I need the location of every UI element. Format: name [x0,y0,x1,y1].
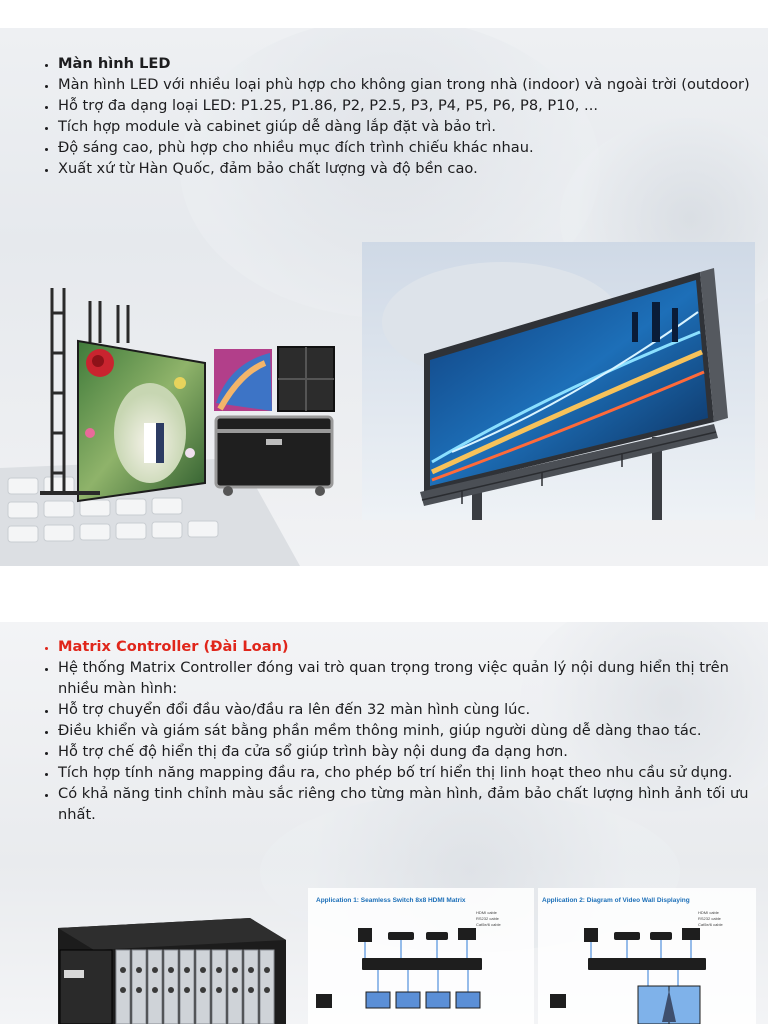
matrix-chassis-image [50,910,290,1024]
led-feature-list [38,53,758,179]
led-heading: • Màn hình LED [58,53,758,74]
matrix-item: • Hỗ trợ chuyển đổi đầu vào/đầu ra lên đến 32 màn hình cùng lúc. [58,699,758,720]
matrix-item: • Tích hợp tính năng mapping đầu ra, cho phép bố trí hiển thị linh hoạt theo nhu cầu sử dụng. [58,762,758,783]
led-item: • Tích hợp module và cabinet giúp dễ dàng lắp đặt và bảo trì. [58,116,758,137]
led-section [0,28,768,566]
diagram-2-title: Application 2: Diagram of Video Wall Displaying [542,897,690,904]
led-item: • Hỗ trợ đa dạng loại LED: P1.25, P1.86, P2, P2.5, P3, P4, P5, P6, P8, P10, ... [58,95,758,116]
legend-hdmi: HDMI cable [476,910,497,915]
matrix-item: • Hệ thống Matrix Controller đóng vai trò quan trọng trong việc quản lý nội dung hiển thị trên nhiều màn hình: [58,657,758,699]
legend-hdmi: HDMI cable [698,910,719,915]
led-item: • Xuất xứ từ Hàn Quốc, đảm bảo chất lượng và độ bền cao. [58,158,758,179]
led-item: • Màn hình LED với nhiều loại phù hợp cho không gian trong nhà (indoor) và ngoài trời (outdoor) [58,74,758,95]
matrix-item: • Có khả năng tinh chỉnh màu sắc riêng cho từng màn hình, đảm bảo chất lượng hình ảnh tối ưu nhất. [58,783,758,825]
matrix-feature-list [38,636,758,825]
application-diagram-1 [308,888,534,1024]
legend-cat: Cat5e/6 cable [698,922,723,927]
legend-rs232: RS232 cable [698,916,721,921]
application-diagram-2 [538,888,756,1024]
matrix-item: • Hỗ trợ chế độ hiển thị đa cửa sổ giúp trình bày nội dung đa dạng hơn. [58,741,758,762]
matrix-heading: • Matrix Controller (Đài Loan) [58,636,758,657]
diagram-1-title: Application 1: Seamless Switch 8x8 HDMI Matrix [316,897,466,904]
legend-rs232: RS232 cable [476,916,499,921]
indoor-led-wall-image [40,283,340,508]
led-item: • Độ sáng cao, phù hợp cho nhiều mục đích trình chiếu khác nhau. [58,137,758,158]
matrix-section [0,622,768,1024]
outdoor-billboard-image [362,242,755,520]
legend-cat: Cat5e/6 cable [476,922,501,927]
matrix-item: • Điều khiển và giám sát bằng phần mềm thông minh, giúp người dùng dễ dàng thao tác. [58,720,758,741]
